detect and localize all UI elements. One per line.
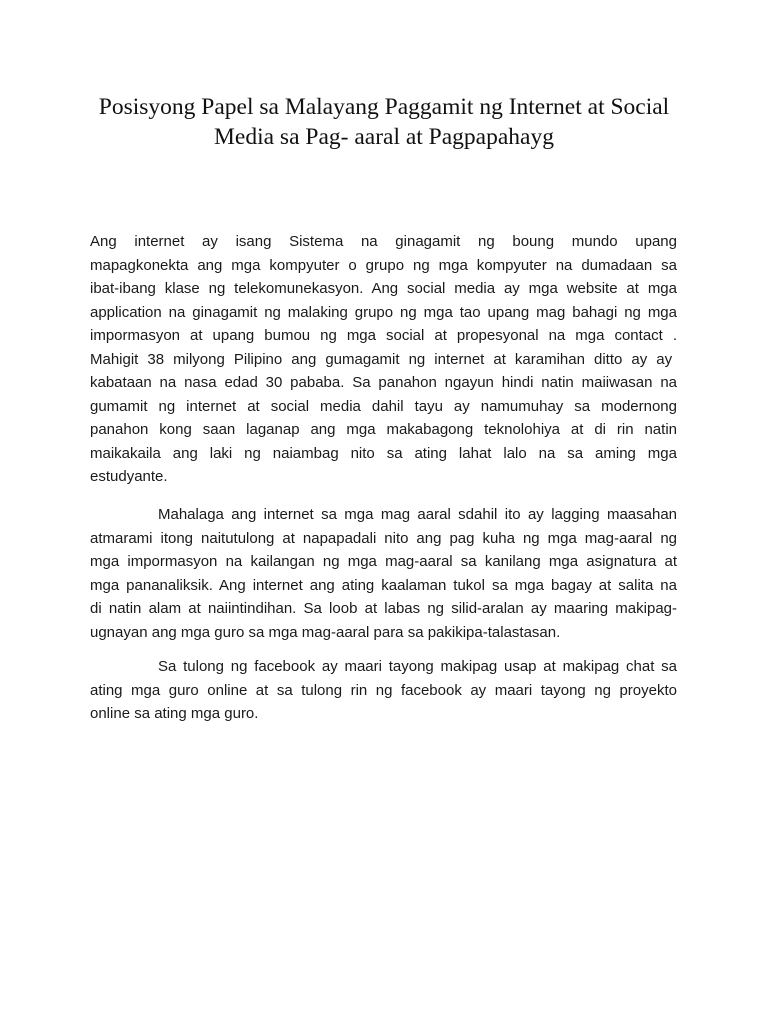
text-line: estudyante. [90,468,168,485]
text-line: mga impormasyon na kailangan ng mga mag-aaral sa kanilang mga asignatura at [90,553,677,570]
text-line: Mahalaga ang internet sa mga mag aaral sdahil ito ay lagging maasahan [158,506,677,523]
text-line: atmarami itong naitutulong at napapadali nito ang pag kuha ng mga mag-aaral ng [90,529,677,547]
document-title [60,92,708,152]
title-line: Media sa Pag- aaral at Pagpapahayg [214,124,554,150]
text-line: di natin alam at naiintindihan. Sa loob at labas ng silid-aralan ay maaring makipag- [90,600,677,617]
text-line: mapagkonekta ang mga kompyuter o grupo ng mga kompyuter na dumadaan sa [90,256,677,274]
text-line: panahon kong saan laganap ang mga makabagong teknolohiya at di rin natin [90,421,677,438]
text-line: ibat-ibang klase ng telekomunekasyon. Ang social media ay mga website at mga [90,280,677,297]
text-line: impormasyon at upang bumou ng mga social at propesyonal na mga contact . [90,327,677,344]
text-line: maikakaila ang laki ng naiambag nito sa ating lahat lalo na sa aming mga [90,444,677,462]
text-line: application na ginagamit ng malaking grupo ng mga tao upang mag bahagi ng mga [90,303,677,321]
text-line: ating mga guro online at sa tulong rin ng facebook ay maari tayong ng proyekto [90,681,677,699]
text-line: ugnayan ang mga guro sa mga mag-aaral para sa pakikipa-talastasan. [90,623,561,641]
text-line: Sa tulong ng facebook ay maari tayong makipag usap at makipag chat sa [158,658,677,675]
text-line: mga pananaliksik. Ang internet ang ating kaalaman tukol sa mga bagay at salita na [90,576,677,594]
paragraph-2 [90,503,677,644]
text-line: kabataan na nasa edad 30 pababa. Sa panahon ngayun hindi natin maiiwasan na [90,374,677,391]
title-line: Posisyong Papel sa Malayang Paggamit ng Internet at Social [98,94,670,120]
text-line: Mahigit 38 milyong Pilipino ang gumagamit ng internet at karamihan ditto ay ay [90,350,673,368]
text-line: gumamit ng internet at social media dahil tayu ay namumuhay sa modernong [90,397,677,415]
paragraph-3 [90,655,677,726]
paragraph-1 [90,230,677,489]
text-line: Ang internet ay isang Sistema na ginagamit ng boung mundo upang [90,233,677,250]
text-line: online sa ating mga guro. [90,705,259,722]
